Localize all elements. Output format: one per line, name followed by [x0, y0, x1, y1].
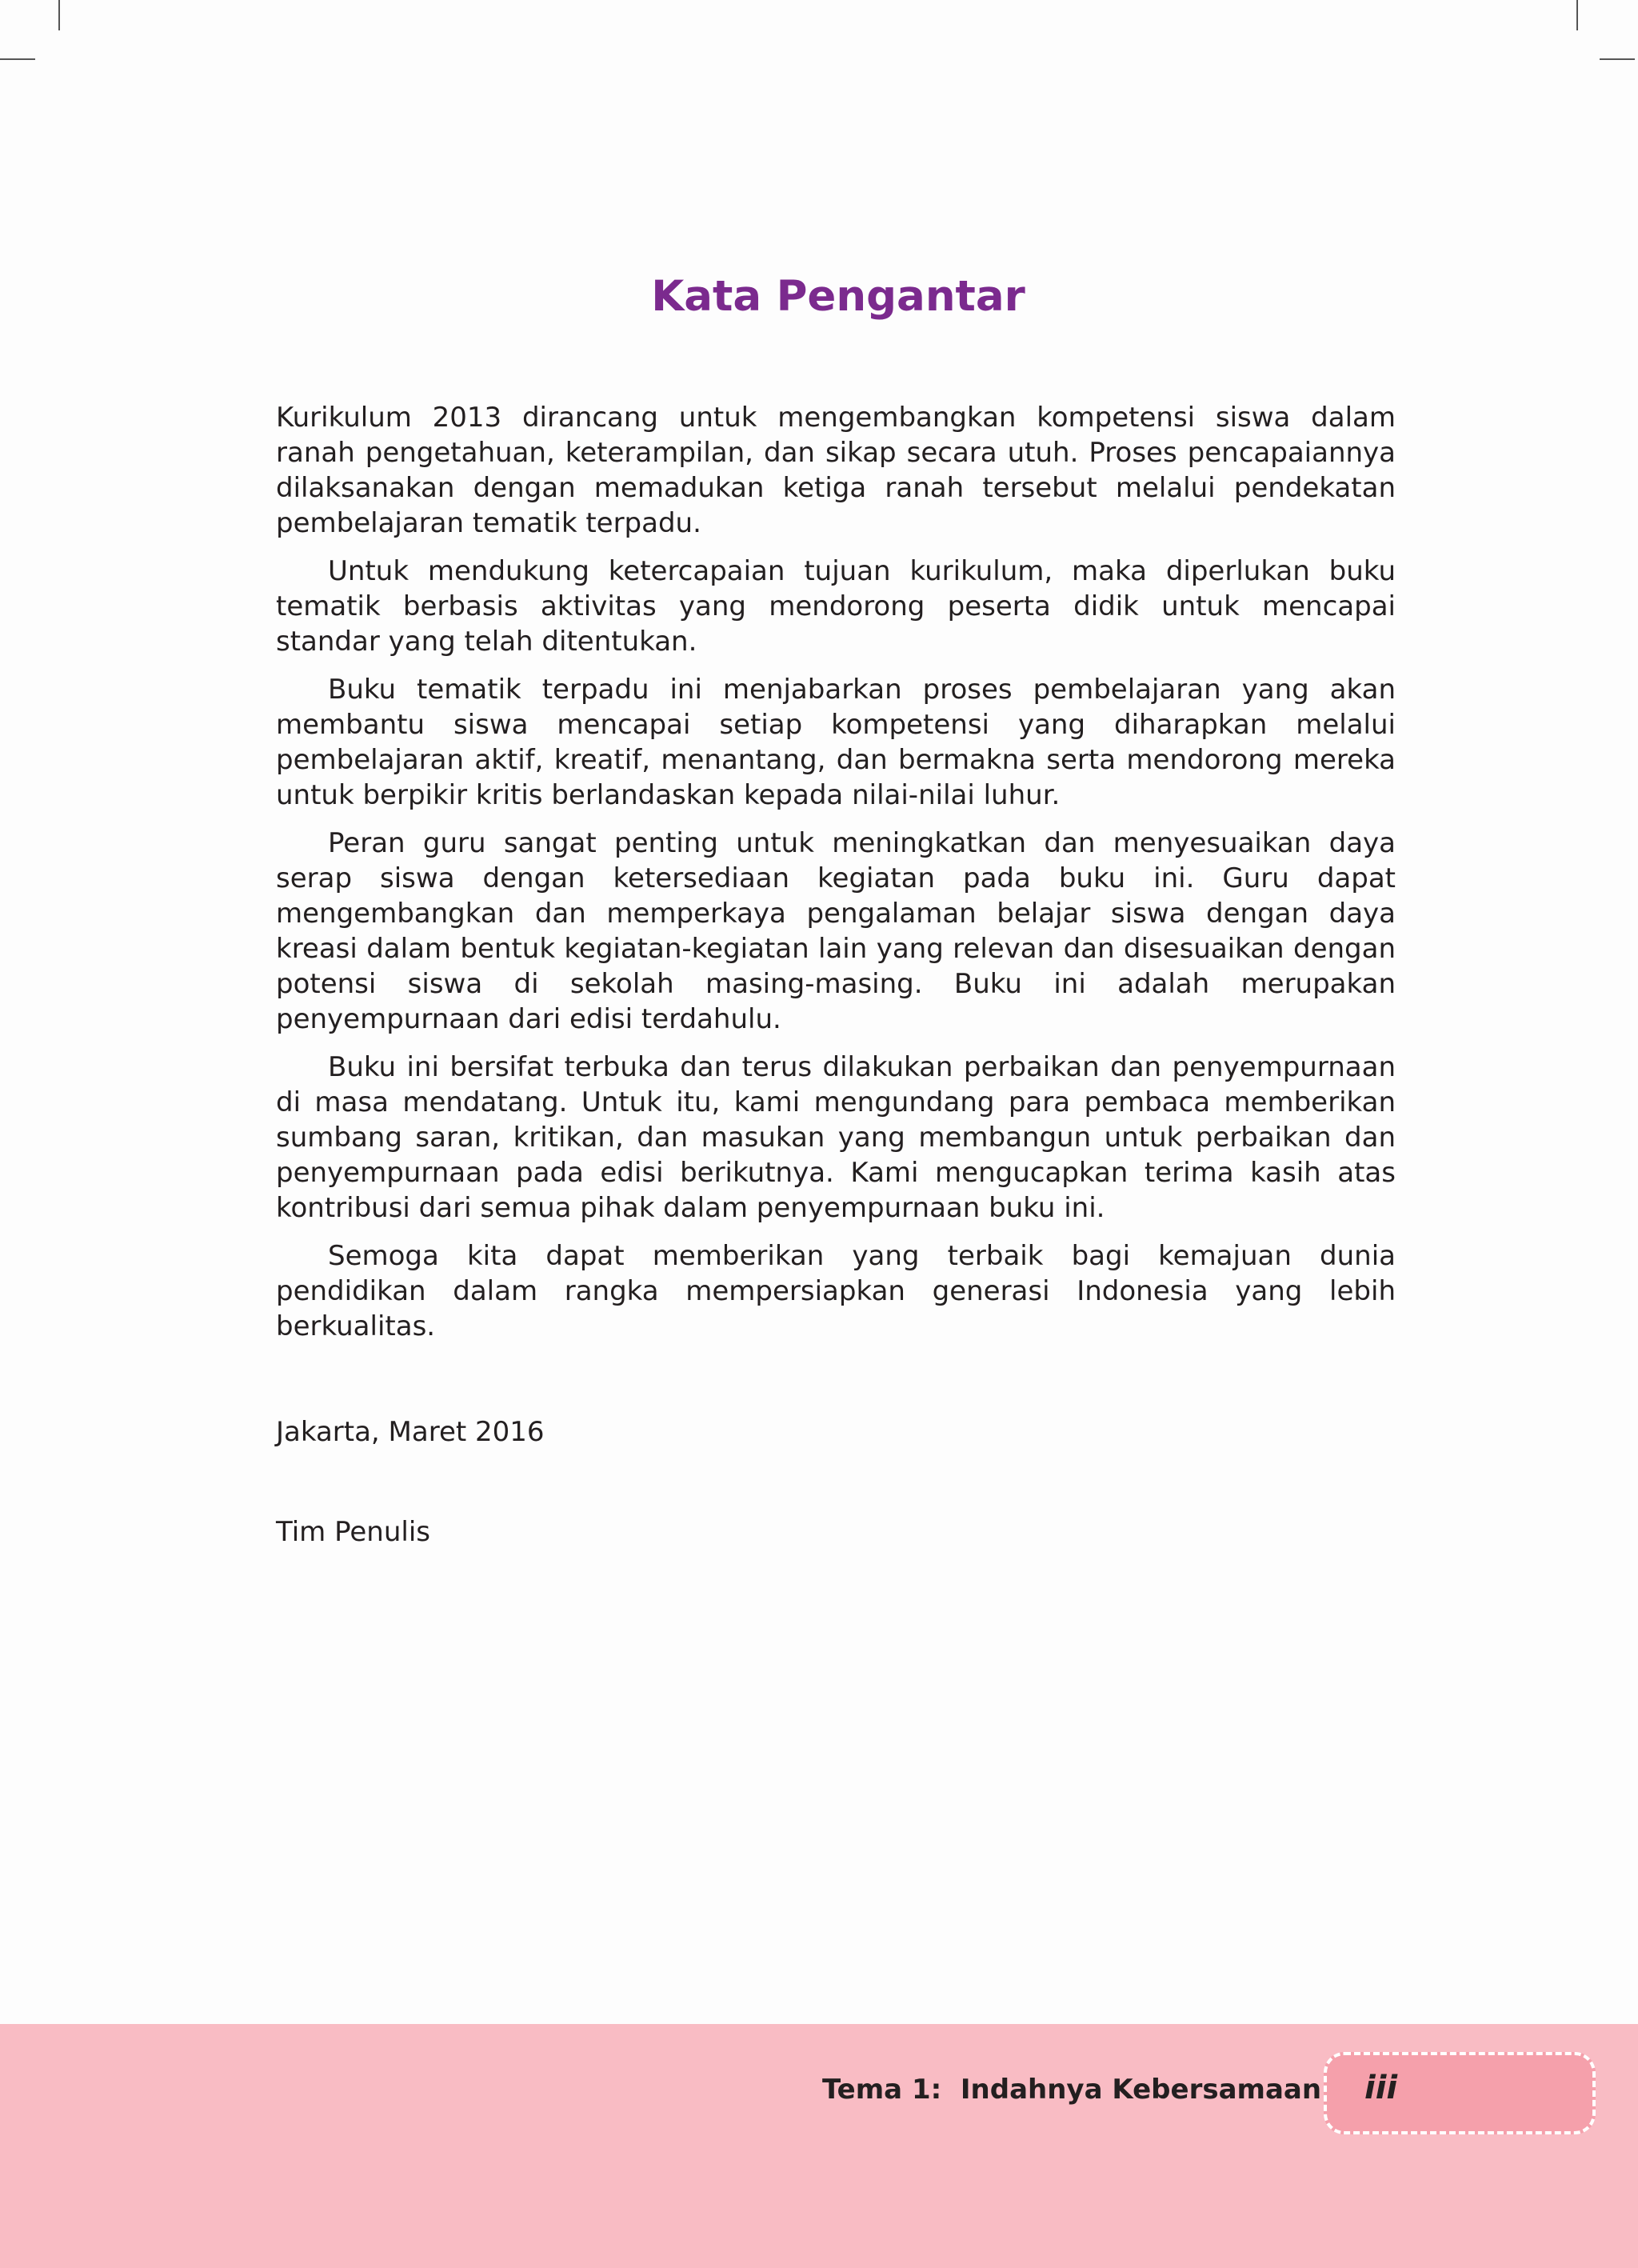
crop-mark: [1600, 58, 1635, 60]
crop-mark: [0, 58, 35, 60]
paragraph: Kurikulum 2013 dirancang untuk mengembangkan kompetensi siswa dalam ranah pengetahuan, keterampilan, dan sikap secara utuh. Proses pencapaiannya dilaksanakan dengan memadukan ketiga ranah tersebut melalui pendekatan pembelajaran tematik terpadu.: [276, 402, 1396, 539]
paragraph: Peran guru sangat penting untuk meningkatkan dan menyesuaikan daya serap siswa dengan ketersediaan kegiatan pada buku ini. Guru dapat mengembangkan dan memperkaya pengalaman belajar siswa dengan daya kreasi dalam bentuk kegiatan-kegiatan lain yang relevan dan disesuaikan dengan potensi siswa di sekolah masing-masing. Buku ini adalah merupakan penyempurnaan dari edisi terdahulu.: [276, 827, 1396, 1035]
footer-theme-title: Tema 1: Indahnya Kebersamaan: [822, 2074, 1322, 2106]
page-number: iii: [1364, 2070, 1398, 2106]
place-date: Jakarta, Maret 2016: [276, 1416, 545, 1448]
author: Tim Penulis: [276, 1516, 431, 1548]
paragraph: Semoga kita dapat memberikan yang terbaik bagi kemajuan dunia pendidikan dalam rangka mempersiapkan generasi Indonesia yang lebih berkualitas.: [276, 1240, 1396, 1342]
body-text: [276, 400, 1396, 1357]
paragraph: Buku ini bersifat terbuka dan terus dilakukan perbaikan dan penyempurnaan di masa mendatang. Untuk itu, kami mengundang para pembaca memberikan sumbang saran, kritikan, dan masukan yang membangun untuk perbaikan dan penyempurnaan pada edisi berikutnya. Kami mengucapkan terima kasih atas kontribusi dari semua pihak dalam penyempurnaan buku ini.: [276, 1051, 1396, 1224]
page-title: Kata Pengantar: [651, 272, 1025, 321]
crop-mark: [58, 0, 60, 30]
crop-mark: [1576, 0, 1578, 30]
paragraph: Buku tematik terpadu ini menjabarkan proses pembelajaran yang akan membantu siswa mencapai setiap kompetensi yang diharapkan melalui pembelajaran aktif, kreatif, menantang, dan bermakna serta mendorong mereka untuk berpikir kritis berlandaskan kepada nilai-nilai luhur.: [276, 674, 1396, 811]
paragraph: Untuk mendukung ketercapaian tujuan kurikulum, maka diperlukan buku tematik berbasis aktivitas yang mendorong peserta didik untuk mencapai standar yang telah ditentukan.: [276, 555, 1396, 658]
